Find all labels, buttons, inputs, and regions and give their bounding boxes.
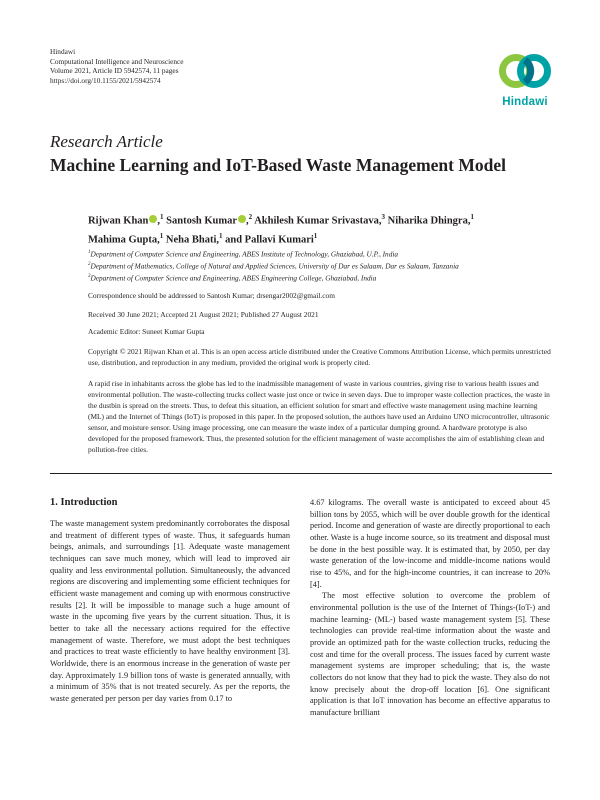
article-type: Research Article [50,132,163,151]
paragraph: The waste management system predominantly corroborates the disposal and treatment of different types of waste. Thus, it safeguards human beings, animals, and surroundings [1]. Adequate waste management techniques can save much money, which will lead to improved air quality and less environmental pollution. Simultaneously, the advanced regions are discovering and implementing some efficient techniques for efficient waste management and coming up with enormous constructive results [2]. It will be impossible to manage such a huge amount of waste in the upcoming five years by the current situation. Thus, it is better to take all the necessary actions required for the effective management of waste. Therefore, we must adopt the best techniques and practices to treat waste efficiently to have healthy environment [3]. Worldwide, there is an enormous increase in the generation of waste per day. Approximately 1.9 billion tons of waste is generated annually, with a minimum of 35% that is not treated securely. As per the reports, the waste generated per person per day varies from 0.17 to [50,519,290,703]
affiliation-marker: 2 [248,213,253,221]
body-column-left [50,518,290,705]
author-name[interactable]: Neha Bhati [165,234,217,245]
affiliations [88,248,459,283]
paper-title: Machine Learning and IoT-Based Waste Management Model [50,155,506,175]
publisher-name: Hindawi [50,47,76,56]
affiliation-line: $^2$Department of Mathematics, College of Natural and Applied Sciences, University of Dar es Salaam, Dar es Salaam, Tanzania [88,261,459,271]
orcid-icon[interactable] [238,215,246,223]
author-name[interactable]: Mahima Gupta [88,234,158,245]
affiliation-line: $^3$Department of Computer Science and Engineering, ABES Engineering College, Ghaziabad, India [88,273,377,283]
publication-dates: Received 30 June 2021; Accepted 21 August 2021; Published 27 August 2021 [88,310,319,319]
journal-name: Computational Intelligence and Neuroscience [50,56,184,66]
author-name[interactable]: Rijwan Khan [88,215,149,227]
hindawi-logo-icon [497,46,553,96]
orcid-icon[interactable] [149,215,157,223]
journal-metadata [50,47,184,85]
paragraph: 4.67 kilograms. The overall waste is anticipated to exceed about 45 billion tons by 2055, which will be over double growth for the identical period. Income and generation of waste are directly proportional to each other. Waste is a huge income source, so its treatment and disposal must be done in the best possible way. It is estimated that, by 2050, per day waste generation of the low-income and middle-income nations would rise to 45%, and for the high-income countries, it can increase to 20% [4]. [310,498,550,589]
academic-editor: Academic Editor: Suneet Kumar Gupta [88,327,205,336]
copyright-notice: Copyright © 2021 Rijwan Khan et al. This is an open access article distributed under the Creative Commons Attribution License, which permits unrestricted use, distribution, and reproduction in any medium, provided the original work is properly cited. [88,347,551,367]
affiliation-line: $^1$Department of Computer Science and Engineering, ABES Institute of Technology, Ghaziabad, U.P., India [88,249,399,259]
author-name[interactable]: Niharika Dhingra [387,215,468,227]
section-heading: 1. Introduction [50,497,118,508]
volume-line: Volume 2021, Article ID 5942574, 11 pages [50,66,179,76]
affiliation-marker: 1 [160,213,164,221]
author-list: Rijwan Khan ,$^1$ Santosh Kumar ,$^2$ Akhilesh Kumar Srivastava,$^3$ Niharika Dhingra,$^1$ Mahima Gupta,$^1$ Neha Bhati,$^1$ and Pallavi Kumari$^1$ [88,213,474,245]
affiliation-marker: 3 [381,213,385,221]
paragraph: The most effective solution to overcome the problem of environmental pollution is the use of the Internet of Things-(IoT-) and machine learning- (ML-) based waste management system [5]. These technologies can provide real-time information about the waste and provide an optimized path for the waste collection trucks, reducing the cost and time for the overall process. The issues faced by current waste management systems are improper scheduling; that is, the waste collectors do not know that they had to pick the waste. They also do not know precisely about the drop-off location [6]. One significant application is that IoT innovation has become an effective apparatus to manufacture brilliant [310,591,550,717]
hindawi-wordmark: Hindawi [502,96,548,108]
body-column-right [310,497,550,718]
section-divider [50,473,552,474]
author-name[interactable]: Pallavi Kumari [244,234,314,245]
author-name[interactable]: Santosh Kumar [166,215,238,227]
abstract: A rapid rise in inhabitants across the globe has led to the inadmissible management of waste in various countries, giving rise to various health issues and environmental pollution. The waste-collecting trucks collect waste just once or twice in seven days. Due to improper waste collection practices, the waste in the dustbin is spread on the streets. Thus, to defeat this situation, an efficient solution for smart and effective waste management using machine learning (ML) and the Internet of Things (IoT) is proposed in this paper. In the proposed solution, the authors have used an Arduino UNO microcontroller, ultrasonic sensor, and moisture sensor. Using image processing, one can measure the waste index of a particular dumping ground. A hardware prototype is also developed for the proposed framework. Thus, the presented solution for the efficient management of waste accomplishes the aim of establishing clean and pollution-free cities. [88,379,550,454]
correspondence[interactable]: Correspondence should be addressed to Santosh Kumar; drsengar2002@gmail.com [88,291,335,300]
affiliation-marker: 1 [313,231,318,240]
affiliation-marker: 1 [159,231,164,240]
author-name[interactable]: Akhilesh Kumar Srivastava [254,215,379,227]
affiliation-marker: 1 [218,231,223,240]
affiliation-marker: 1 [470,213,474,221]
doi-link[interactable]: https://doi.org/10.1155/2021/5942574 [50,75,161,85]
